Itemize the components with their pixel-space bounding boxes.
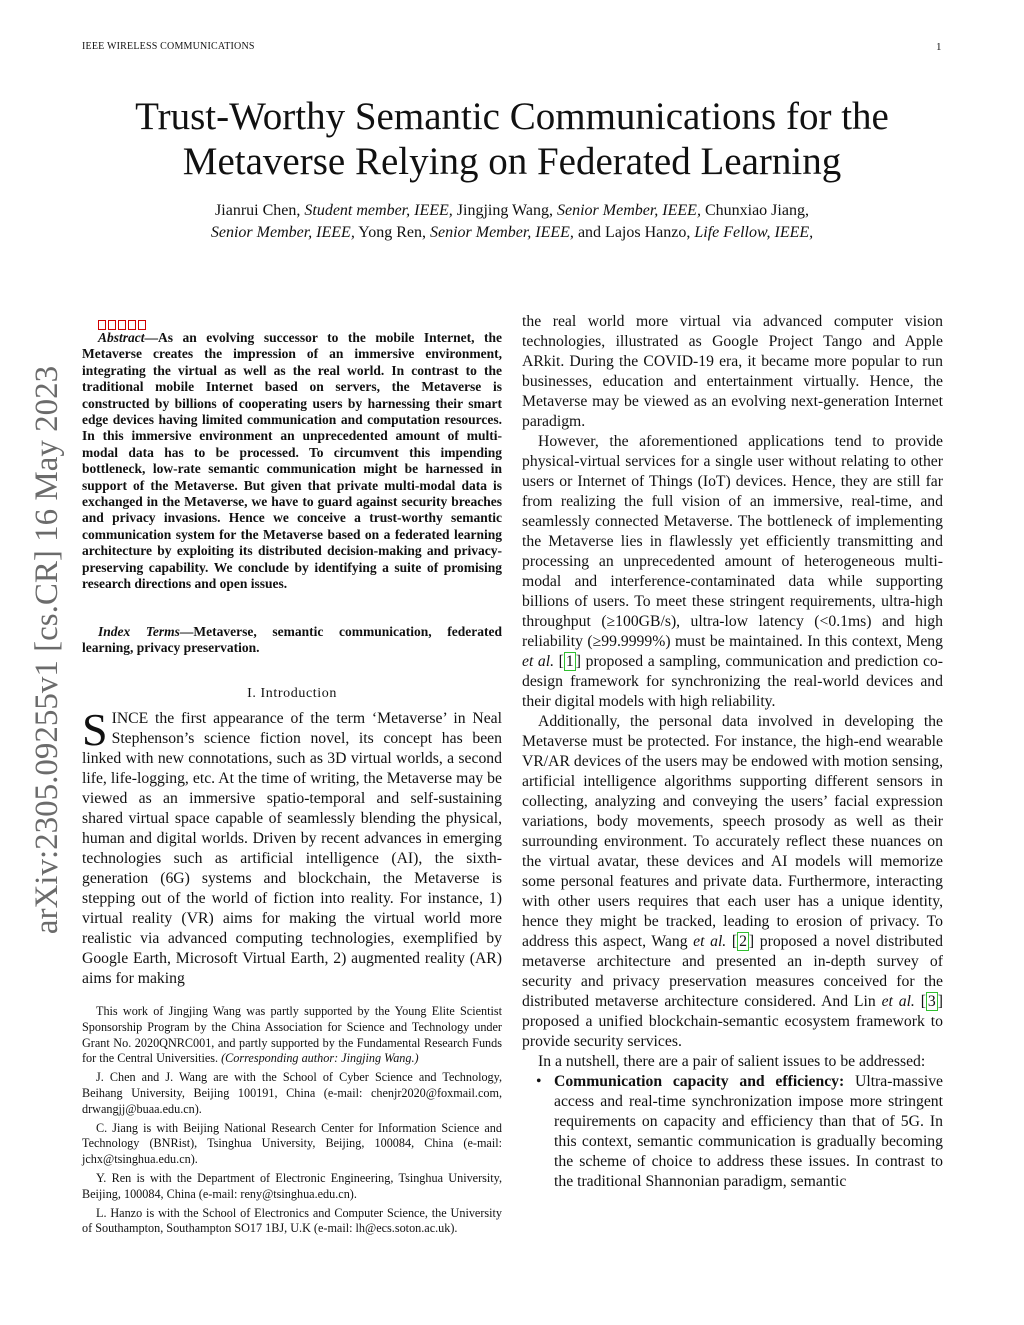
abstract-label: Abstract (98, 330, 145, 345)
paragraph: In a nutshell, there are a pair of salient issues to be addressed: (538, 1053, 926, 1070)
citation-link[interactable]: 2 (739, 933, 747, 950)
citation-link[interactable]: 3 (927, 993, 936, 1010)
footnote-affiliation: L. Hanzo is with the School of Electronics and Computer Science, the University of Southampton, Southampton SO17 1BJ, U.K (e-mail: lh@ecs.soton.ac.uk). (82, 1205, 502, 1236)
author-name: and Lajos Hanzo, (577, 224, 691, 241)
marker-icon (118, 320, 126, 330)
author-role: Senior Member, IEEE, (429, 224, 574, 241)
paragraph: the real world more virtual via advanced computer vision technologies, illustrated as Google Project Tango and Apple ARkit. During the COVID-19 era, it became more popular to run businesses, education and entertainment virtually. Hence, the Metaverse may be viewed as an evolving next-generation Internet paradigm. (522, 313, 943, 430)
bullet-text: Ultra-massive access and real-time synchronization impose more stringent requirements on capacity and efficiency than that of 5G. In this context, semantic communication is gradually becoming the scheme of choice to address these issues. In contrast to the traditional Shannonian paradigm, semantic (554, 1073, 943, 1190)
marker-icon (138, 320, 146, 330)
marker-icon (108, 320, 116, 330)
footnote-affiliation: C. Jiang is with Beijing National Research Center for Information Science and Technology (BNRist), Tsinghua University, Beijing, 100084, China (e-mail: jchx@tsinghua.edu.cn). (82, 1120, 502, 1167)
section-heading: I. Introduction (247, 686, 337, 701)
intro-text: the first appearance of the term ‘Metaverse’ in Neal Stephenson’s science fiction novel, its concept has been linked with new connotations, such as 3D virtual worlds, a second life, life-logging, etc. At the time of writing, the Metaverse may be viewed as an immersive spatio-temporal and self-sustaining shared virtual space capable of seamlessly blending the physical, human and digital worlds. Driven by recent advances in emerging technologies such as artificial intelligence (AI), the sixth-generation (6G) systems and blockchain, the Metaverse is stepping out of the world of fiction into reality. For instance, 1) virtual reality (VR) aims for making the virtual world more realistic via advanced computing technologies, exemplified by Google Earth, Microsoft Virtual Earth, 2) augmented reality (AR) aims for making (82, 710, 502, 987)
index-terms-label: Index Terms (98, 624, 180, 639)
intro-lead: INCE (111, 710, 149, 727)
marker-icon (128, 320, 136, 330)
index-terms-text: —Metaverse, semantic communication, federated learning, privacy preservation. (82, 624, 502, 656)
marker-icon (98, 320, 106, 330)
footnote-affiliation: J. Chen and J. Wang are with the School of Cyber Science and Technology, Beihang University, Beijing 100191, China (e-mail: chenjr2020@foxmail.com, drwangjj@buaa.edu.cn). (82, 1070, 502, 1116)
citation-link[interactable]: 1 (565, 653, 574, 670)
author-role: Life Fellow, IEEE, (694, 224, 814, 241)
author-name: Chunxiao Jiang, (704, 202, 809, 219)
author-name: Jianrui Chen, (215, 202, 301, 219)
title-line-1: Trust-Worthy Semantic Communications for the (135, 95, 889, 138)
author-name: Yong Ren, (358, 224, 426, 241)
right-column (522, 312, 943, 1192)
bullet-icon: • (536, 1073, 542, 1090)
title-line-2: Metaverse Relying on Federated Learning (182, 140, 842, 183)
drop-cap: S (82, 704, 108, 755)
author-role: Student member, IEEE, (304, 202, 453, 219)
author-name: Jingjing Wang, (456, 202, 553, 219)
paragraph: However, the aforementioned applications tend to provide physical-virtual services for a single user without relating to other users or Internet of Things (IoT) devices. Hence, they are still far from realizing the full vision of an immersive, real-time, and seamlessly connected Metaverse. The bottleneck of implementing the Metaverse lies in flawlessly yet efficiently transmitting and processing an unprecedented amount of heterogeneous multi-modal and interference-contaminated data while supporting billions of users. To meet these stringent requirements, ultra-high throughput (≥100GB/s), ultra-low latency (<0.1ms) and high reliability (≥99.9999%) must be maintained. In this context, Meng et al. [ 1 ] proposed a sampling, communication and prediction co-design framework for synchronizing the real-world devices and their digital models with high reliability. (522, 433, 944, 710)
annotation-markers (98, 318, 502, 330)
abstract (82, 318, 502, 593)
index-terms (82, 624, 502, 657)
intro-paragraph (82, 704, 502, 989)
bullet-title: Communication capacity and efficiency: (554, 1073, 845, 1090)
author-role: Senior Member, IEEE, (210, 224, 355, 241)
abstract-text: —As an evolving successor to the mobile Internet, the Metaverse creates the impression of an immersive environment, integrating the virtual as well as the real world. In contrast to the traditional mobile Internet based on servers, the Metaverse is constructed by billions of cooperating users by harnessing their smart edge devices having limited communication and computation resources. In this immersive environment an unprecedented amount of multi-modal data has to be processed. To circumvent this impending bottleneck, low-rate semantic communication might be harnessed in support of the Metaverse. But given that private multi-modal data is exchanged in the Metaverse, we have to guard against security breaches and privacy invasions. Hence we conceive a trust-worthy semantic communication system for the Metaverse based on a federated learning architecture by exploiting its distributed decision-making and privacy-preserving capability. We conclude by identifying a suite of promising research directions and open issues. (82, 330, 502, 592)
author-role: Senior Member, IEEE, (556, 202, 701, 219)
paper-title (60, 94, 964, 184)
arxiv-stamp: arXiv:2305.09255v1 [cs.CR] 16 May 2023 (29, 365, 65, 935)
author-list (60, 200, 964, 244)
footnote-funding: This work of Jingjing Wang was partly supported by the Young Elite Scientist Sponsorship Program by the China Association for Science and Technology under Grant No. 2020QNRC001, and partly supported by the Fundamental Research Funds for the Central Universities. (Corresponding author: Jingjing Wang.) (82, 1004, 502, 1066)
footnotes (82, 1004, 502, 1240)
bullet-item (522, 1072, 943, 1192)
footnote-affiliation: Y. Ren is with the Department of Electronic Engineering, Tsinghua University, Beijing, 100084, China (e-mail: reny@tsinghua.edu.cn). (82, 1170, 502, 1201)
paragraph: Additionally, the personal data involved in developing the Metaverse must be protected. For instance, the high-end wearable VR/AR devices of the users may be endowed with motion sensing, artificial intelligence algorithms supporting different sensors in collecting, analyzing and conveying the users’ facial expression variations, body movements, speech prosody as well as their surrounding environment. To accurately reflect these nuances on the virtual avatar, these devices and AI models will memorize some personal features and private data. Furthermore, interacting with other users requires that each user has a unique identity, hence they might be tracked, leading to erosion of privacy. To address this aspect, Wang et al. [ 2 ] proposed a novel distributed metaverse architecture and presented an in-depth survey of security and privacy preservation measures conceived for the distributed metaverse architecture considered. And Lin et al. [ 3 ] proposed a unified blockchain-semantic ecosystem framework to provide security services. (522, 713, 944, 1050)
running-header: IEEE WIRELESS COMMUNICATIONS (82, 41, 255, 52)
page-number: 1 (936, 41, 942, 53)
